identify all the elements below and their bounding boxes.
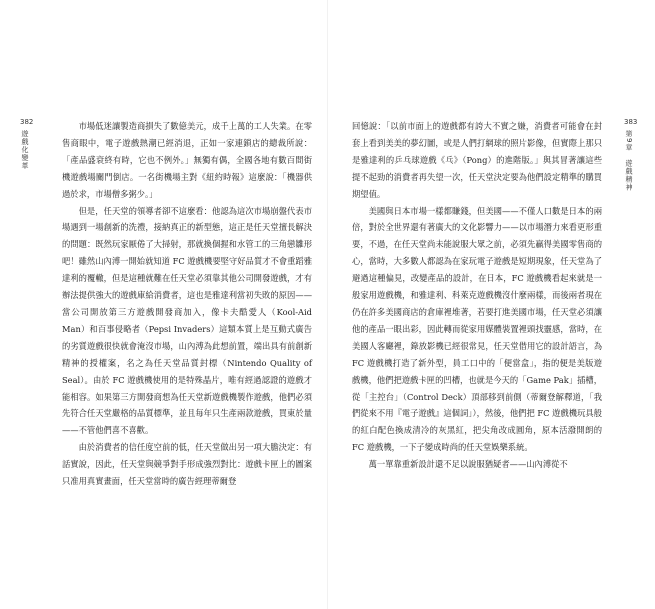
- running-head-left: 遊戲化變革: [21, 130, 29, 170]
- paragraph: 但是，任天堂的領導者卻不這麼看：他認為這次市場崩盤代表市場遇到一場創新的洗禮，接納真正的新型態，這正是任天堂擅長解決的問題：既然玩家厭倦了大掃射，那就換個握和水管工的三角戀雛形吧！雖然山內溥一開始就知道 FC 遊戲機要堅守好品質才不會重蹈雅達利的覆轍，但是這種就難在任天堂必須靠其他公司開發遊戲，才有辦法提供強大的遊戲庫給消費者，這也是雅達利當初失敗的原因——當公司開放第三方遊戲開發商加入，像卡夫酷愛人（Kool-Aid Man）和百事侵略者（Pepsi Invaders）這類本質上是互動式廣告的劣質遊戲很快就會淹沒市場，山內溥為此想前置，端出具有前創新精神的授權案，名之為任天堂品質封標（Nintendo Quality of Seal）。由於 FC 遊戲機使用的是特殊晶片，唯有經過認證的遊戲才能相容。如果第三方開發商想為任天堂新遊戲機製作遊戲，他們必須先符合任天堂嚴格的品質標準，並且每年只生產兩款遊戲，買東於量——不管他們喜不喜歡。: [62, 205, 312, 436]
- paragraph: 市場低迷讓製造商損失了數億美元，成千上萬的工人失業。在零售商眼中，電子遊戲熱潮已經消退，正如一家連鎖店的總裁所說：「產品盛衰終有時，它也不例外。」無獨有偶，全國各地有數百間街機遊戲場關門倒店。一名街機場主對《紐約時報》這麼說：「機器供過於求，市場僧多粥少。」: [62, 121, 312, 199]
- page-number-right: 383: [624, 118, 638, 126]
- right-body-text: [352, 118, 602, 473]
- left-page: [0, 0, 327, 609]
- paragraph: 由於消費者的信任度空前的低，任天堂做出另一項大膽決定：有話實說，因此，任天堂與競爭對手形成強烈對比：遊戲卡匣上的圖案只准用真實畫面，任天堂當時的廣告經理蒂爾登: [62, 442, 312, 487]
- left-body-text: [62, 118, 312, 490]
- running-head-right: 第9章 遊戲精神: [625, 130, 633, 192]
- paragraph: 美國與日本市場一樣都賺錢，但美國——不僅人口數是日本的兩倍，對於全世界還有著廣大的文化影響力——以市場潛力來看更形重要，不過，在任天堂尚未能說服大眾之前，必須先贏得美國零售商的心，當時，大多數人都認為在家玩電子遊戲是短期現象，任天堂為了避過這種偏見，改變產品的設計，在日本，FC 遊戲機看起來就是一般家用遊戲機，和雅達利、科萊克遊戲機沒什麼兩樣，而後兩者現在仍在許多美國商店的倉庫裡堆著，若要打進美國市場，任天堂必須讓他的產品一眼出彩，因此轉而從家用媒體裝置裡頭找靈感，當時，在美國人客廳裡，錄放影機已經很常見，任天堂借用它的設計語言，為 FC 遊戲機打造了新外型，員工口中的「便當盒」，指的便是美版遊戲機，他們把遊戲卡匣的凹槽，也就是今天的「Game Pak」插槽，從「主控台」（Control Deck）頂部移到前側（蒂爾登解釋道，「我們從來不用『電子遊戲』這個詞」），然後，他們把 FC 遊戲機玩具般的紅白配色換成清冷的灰黑紅，把尖角改成圓角，原本活潑開朗的 FC 遊戲機，一下子變成時尚的任天堂娛樂系統。: [352, 205, 602, 453]
- right-page: [328, 0, 655, 609]
- paragraph: 回憶說：「以前市面上的遊戲都有誇大不實之嫌，消費者可能會在封套上看到美美的夢幻圖，或是人們打網球的照片影像，但實際上那只是雅達利的乒乓球遊戲《乓》（Pong）的進階版。」與其冒著讓這些提不起勁的消費者再失望一次，任天堂決定要為他們設定精準的購買期望值。: [352, 121, 602, 199]
- paragraph: 萬一單靠重新設計還不足以說服猶疑者——山內溥從不: [368, 459, 568, 470]
- page-number-left: 382: [20, 118, 34, 126]
